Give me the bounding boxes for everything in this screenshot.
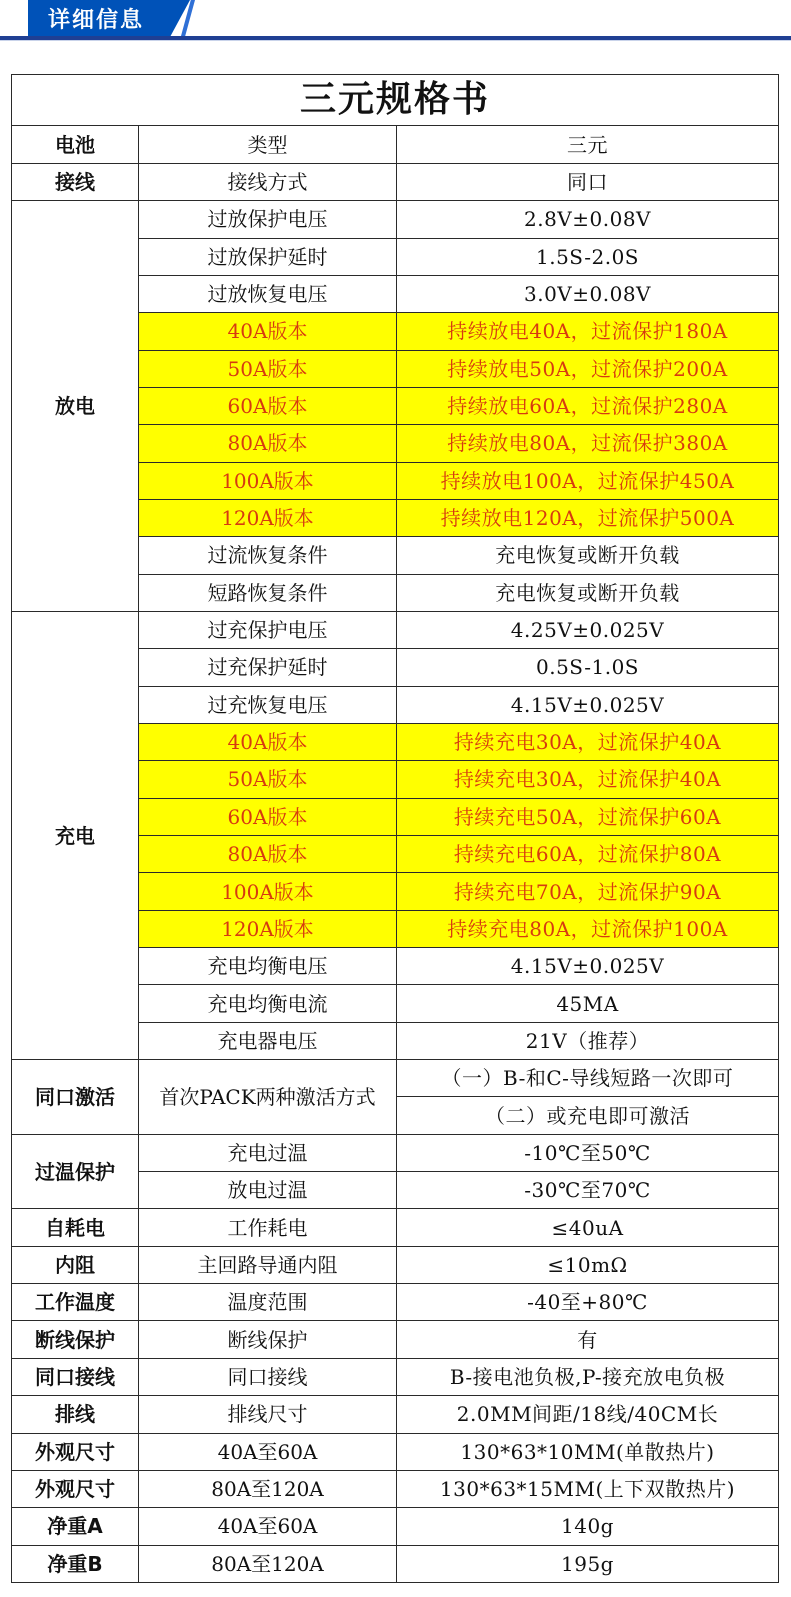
row-value: 140g (397, 1508, 779, 1545)
row-value: 195g (397, 1545, 779, 1582)
row-value: 持续充电60A，过流保护80A (397, 836, 779, 873)
table-row (12, 1209, 779, 1246)
row-name: 60A版本 (139, 798, 397, 835)
row-value: 充电恢复或断开负载 (397, 537, 779, 574)
row-value: 4.15V±0.025V (397, 948, 779, 985)
row-name: 温度范围 (139, 1284, 397, 1321)
row-value: 0.5S-1.0S (397, 649, 779, 686)
row-name: 50A版本 (139, 761, 397, 798)
row-name: 40A至60A (139, 1433, 397, 1470)
row-value: 2.0MM间距/18线/40CM长 (397, 1396, 779, 1433)
row-name: 充电均衡电压 (139, 948, 397, 985)
row-value: 4.15V±0.025V (397, 686, 779, 723)
row-name: 过放保护电压 (139, 201, 397, 238)
header-title: 详细信息 (48, 8, 145, 33)
row-name: 同口接线 (139, 1358, 397, 1395)
table-row (12, 1545, 779, 1582)
table-row (12, 1284, 779, 1321)
row-value: 21V（推荐） (397, 1022, 779, 1059)
row-label: 外观尺寸 (12, 1433, 139, 1470)
table-row (12, 1321, 779, 1358)
row-name: 接线方式 (139, 163, 397, 200)
row-name: 80A版本 (139, 425, 397, 462)
row-value: ≤10mΩ (397, 1246, 779, 1283)
table-row (12, 1134, 779, 1171)
row-name: 充电均衡电流 (139, 985, 397, 1022)
row-value: 有 (397, 1321, 779, 1358)
row-value: 持续放电40A，过流保护180A (397, 313, 779, 350)
row-label: 电池 (12, 126, 139, 163)
table-row (12, 1508, 779, 1545)
row-value: 持续充电30A，过流保护40A (397, 761, 779, 798)
row-value: -10℃至50℃ (397, 1134, 779, 1171)
row-name: 60A版本 (139, 387, 397, 424)
row-label: 自耗电 (12, 1209, 139, 1246)
row-name: 80A至120A (139, 1470, 397, 1507)
table-row (12, 201, 779, 238)
table-row (12, 1396, 779, 1433)
row-value: 持续充电70A，过流保护90A (397, 873, 779, 910)
row-name: 类型 (139, 126, 397, 163)
row-name: 排线尺寸 (139, 1396, 397, 1433)
row-label: 工作温度 (12, 1284, 139, 1321)
table-row (12, 126, 779, 163)
row-value: ≤40uA (397, 1209, 779, 1246)
group-label-activation: 同口激活 (12, 1060, 139, 1135)
table-row (12, 1358, 779, 1395)
row-value: 45MA (397, 985, 779, 1022)
row-name: 首次PACK两种激活方式 (139, 1060, 397, 1135)
row-value: 充电恢复或断开负载 (397, 574, 779, 611)
row-value: 2.8V±0.08V (397, 201, 779, 238)
row-name: 过放恢复电压 (139, 275, 397, 312)
table-row (12, 1470, 779, 1507)
table-row (12, 1246, 779, 1283)
row-name: 工作耗电 (139, 1209, 397, 1246)
row-label: 净重B (12, 1545, 139, 1582)
row-name: 40A版本 (139, 723, 397, 760)
row-name: 充电过温 (139, 1134, 397, 1171)
row-value: 持续放电100A，过流保护450A (397, 462, 779, 499)
group-label-discharge: 放电 (12, 201, 139, 612)
row-label: 排线 (12, 1396, 139, 1433)
row-name: 100A版本 (139, 462, 397, 499)
row-value: 130*63*10MM(单散热片) (397, 1433, 779, 1470)
row-label: 外观尺寸 (12, 1470, 139, 1507)
row-name: 放电过温 (139, 1172, 397, 1209)
row-value: 3.0V±0.08V (397, 275, 779, 312)
row-value: 持续放电60A，过流保护280A (397, 387, 779, 424)
row-value: 持续放电50A，过流保护200A (397, 350, 779, 387)
row-name: 短路恢复条件 (139, 574, 397, 611)
row-value: 持续放电80A，过流保护380A (397, 425, 779, 462)
row-name: 100A版本 (139, 873, 397, 910)
row-value: B-接电池负极,P-接充放电负极 (397, 1358, 779, 1395)
row-value: 1.5S-2.0S (397, 238, 779, 275)
row-value: 持续充电30A，过流保护40A (397, 723, 779, 760)
row-value: -40至+80℃ (397, 1284, 779, 1321)
row-name: 过充保护电压 (139, 611, 397, 648)
row-value: （一）B-和C-导线短路一次即可 (397, 1060, 779, 1097)
row-name: 50A版本 (139, 350, 397, 387)
table-row (12, 1060, 779, 1097)
table-row (12, 163, 779, 200)
row-value: 三元 (397, 126, 779, 163)
table-row (12, 611, 779, 648)
group-label-charge: 充电 (12, 611, 139, 1059)
row-value: 持续充电50A，过流保护60A (397, 798, 779, 835)
row-name: 断线保护 (139, 1321, 397, 1358)
group-label-overtemp: 过温保护 (12, 1134, 139, 1209)
row-value: 同口 (397, 163, 779, 200)
spec-table (11, 74, 779, 1583)
row-name: 120A版本 (139, 910, 397, 947)
row-name: 120A版本 (139, 499, 397, 536)
row-name: 过放保护延时 (139, 238, 397, 275)
row-value: （二）或充电即可激活 (397, 1097, 779, 1134)
row-value: -30℃至70℃ (397, 1172, 779, 1209)
row-name: 40A至60A (139, 1508, 397, 1545)
header-underline-shadow (0, 40, 791, 41)
row-label: 净重A (12, 1508, 139, 1545)
section-header (0, 0, 791, 42)
row-label: 接线 (12, 163, 139, 200)
row-name: 过流恢复条件 (139, 537, 397, 574)
row-name: 过充保护延时 (139, 649, 397, 686)
row-label: 同口接线 (12, 1358, 139, 1395)
row-name: 80A版本 (139, 836, 397, 873)
row-name: 充电器电压 (139, 1022, 397, 1059)
row-value: 130*63*15MM(上下双散热片) (397, 1470, 779, 1507)
table-row (12, 1433, 779, 1470)
table-title: 三元规格书 (12, 75, 779, 126)
row-name: 过充恢复电压 (139, 686, 397, 723)
row-name: 80A至120A (139, 1545, 397, 1582)
row-label: 内阻 (12, 1246, 139, 1283)
row-value: 持续充电80A，过流保护100A (397, 910, 779, 947)
row-label: 断线保护 (12, 1321, 139, 1358)
row-value: 持续放电120A，过流保护500A (397, 499, 779, 536)
row-value: 4.25V±0.025V (397, 611, 779, 648)
row-name: 主回路导通内阻 (139, 1246, 397, 1283)
row-name: 40A版本 (139, 313, 397, 350)
